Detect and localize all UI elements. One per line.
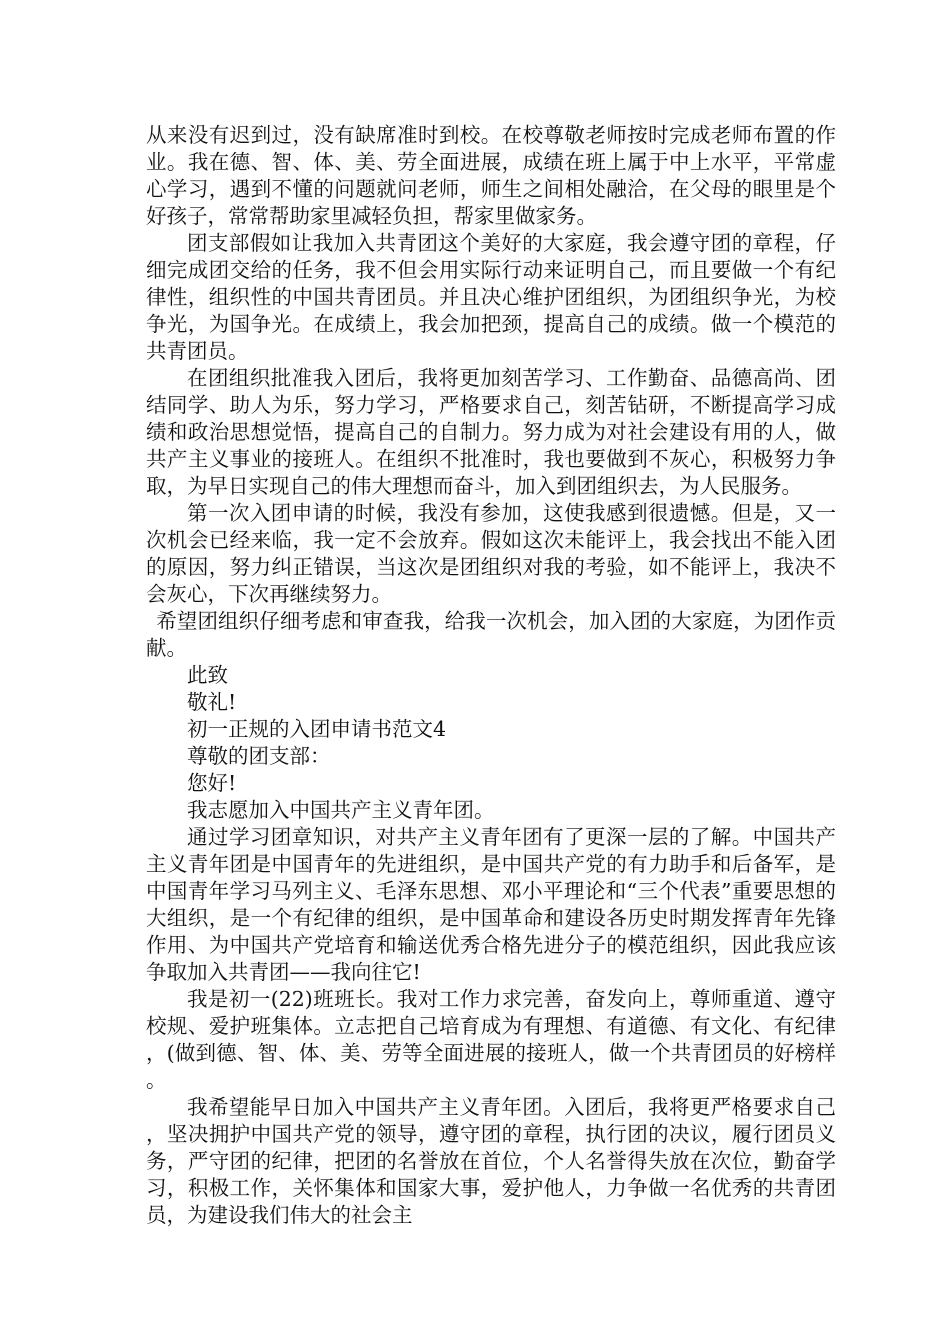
paragraph-4: 第一次入团申请的时候，我没有参加，这使我感到很遗憾。但是，又一次机会已经来临，我一定不会放弃。假如这次未能评上，我会找出不能入团的原因，努力纠正错误，当这次是团组织对我的考验，如不能评上，我决不会灰心，下次再继续努力。 (146, 501, 836, 606)
paragraph-6: 通过学习团章知识，对共产主义青年团有了更深一层的了解。中国共产主义青年团是中国青年的先进组织，是中国共产党的有力助手和后备军，是中国青年学习马列主义、毛泽东思想、邓小平理论和“三个代表”重要思想的大组织，是一个有纪律的组织，是中国革命和建设各历史时期发挥青年先锋作用、为中国共产党培育和输送优秀合格先进分子的模范组织，因此我应该争取加入共青团——我向往它! (146, 825, 836, 984)
salute-line: 敬礼! (187, 690, 237, 714)
closing-line: 此致 (187, 663, 228, 687)
paragraph-5: 希望团组织仔细考虑和审查我，给我一次机会，加入团的大家庭，为团作贡献。 (146, 609, 836, 660)
intent-line: 我志愿加入中国共产主义青年团。 (187, 798, 495, 822)
paragraph-1: 从来没有迟到过，没有缺席准时到校。在校尊敬老师按时完成老师布置的作业。我在德、智、体、美、劳全面进展，成绩在班上属于中上水平，平常虚心学习，遇到不懂的问题就问老师，师生之间相处融洽，在父母的眼里是个好孩子，常常帮助家里减轻负担，帮家里做家务。 (146, 123, 836, 228)
document-body (146, 122, 836, 1229)
salutation-line: 尊敬的团支部： (187, 744, 331, 768)
paragraph-8: 我希望能早日加入中国共产主义青年团。入团后，我将更严格要求自己，坚决拥护中国共产党的领导，遵守团的章程，执行团的决议，履行团员义务，严守团的纪律，把团的名誉放在首位，个人名誉得失放在次位，勤奋学习，积极工作，关怀集体和国家大事，爱护他人，力争做一名优秀的共青团员，为建设我们伟大的社会主 (146, 1095, 836, 1227)
paragraph-3: 在团组织批准我入团后，我将更加刻苦学习、工作勤奋、品德高尚、团结同学、助人为乐，努力学习，严格要求自己，刻苦钻研，不断提高学习成绩和政治思想觉悟，提高自己的自制力。努力成为对社会建设有用的人，做共产主义事业的接班人。在组织不批准时，我也要做到不灰心，积极努力争取，为早日实现自己的伟大理想而奋斗，加入到团组织去，为人民服务。 (146, 366, 836, 498)
paragraph-7: 我是初一(22)班班长。我对工作力求完善，奋发向上，尊师重道、遵守校规、爱护班集体。立志把自己培育成为有理想、有道德、有文化、有纪律，(做到德、智、体、美、劳等全面进展的接班人，做一个共青团员的好榜样。 (146, 987, 836, 1092)
section-heading: 初一正规的入团申请书范文4 (187, 717, 447, 741)
greeting-line: 您好! (187, 771, 237, 795)
paragraph-2: 团支部假如让我加入共青团这个美好的大家庭，我会遵守团的章程，仔细完成团交给的任务，我不但会用实际行动来证明自己，而且要做一个有纪律性，组织性的中国共青团员。并且决心维护团组织，为团组织争光，为校争光，为国争光。在成绩上，我会加把颈，提高自己的成绩。做一个模范的共青团员。 (146, 231, 836, 363)
